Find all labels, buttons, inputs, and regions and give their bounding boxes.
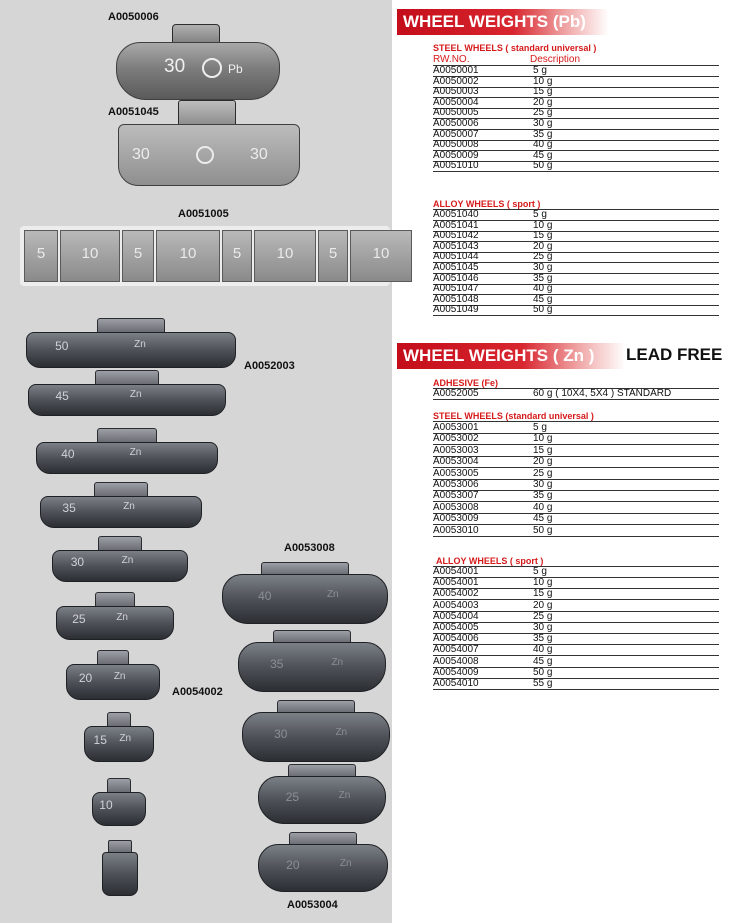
weight-description: 20 g xyxy=(533,599,553,611)
weight-description: 10 g xyxy=(533,433,553,445)
part-number: A0054009 xyxy=(433,666,479,678)
zn-adhesive-title: ADHESIVE (Fe) xyxy=(433,378,499,388)
part-number: A0053002 xyxy=(433,433,479,445)
weight-description: 50 g xyxy=(533,666,553,678)
table-row xyxy=(433,589,719,600)
part-number: A0053004 xyxy=(433,456,479,468)
zn-steel-weight xyxy=(238,630,384,692)
zn-clip-weight xyxy=(52,536,186,582)
zn-stamp: Zn xyxy=(331,657,344,669)
label-a0052003: A0052003 xyxy=(244,360,295,372)
label-a0053008: A0053008 xyxy=(284,542,335,554)
brand-logo-icon xyxy=(196,146,214,164)
weight-description: 10 g xyxy=(533,75,553,87)
part-number: A0054006 xyxy=(433,633,479,645)
weight-stamp: 45 xyxy=(55,389,69,404)
banner-wheel-weights-zn: WHEEL WEIGHTS ( Zn ) xyxy=(397,343,625,369)
table-row xyxy=(433,526,719,537)
weight-description: 35 g xyxy=(533,272,553,284)
table-row xyxy=(433,389,719,400)
table-row xyxy=(433,645,719,656)
weight-stamp: 25 xyxy=(285,790,300,805)
part-number: A0052005 xyxy=(433,388,479,399)
strip-segment: 5 xyxy=(122,230,154,282)
weight-description: 5 g xyxy=(533,65,547,76)
part-number: A0054008 xyxy=(433,655,479,667)
zn-steel-weight xyxy=(222,562,386,624)
part-number: A0053005 xyxy=(433,467,479,479)
weight-description: 40 g xyxy=(533,501,553,513)
part-number: A0051041 xyxy=(433,219,479,231)
table-row xyxy=(433,469,719,480)
zn-stamp: Zn xyxy=(119,733,132,744)
part-number: A0050009 xyxy=(433,149,479,161)
weight-description: 35 g xyxy=(533,633,553,645)
part-number: A0053003 xyxy=(433,444,479,456)
part-number: A0054010 xyxy=(433,678,479,689)
table-row xyxy=(433,457,719,468)
weight-description: 40 g xyxy=(533,139,553,151)
zn-steel-weight xyxy=(258,764,384,824)
weight-stamp: 35 xyxy=(270,657,284,672)
part-number: A0054001 xyxy=(433,577,479,589)
strip-segment: 10 xyxy=(156,230,220,282)
part-number: A0054005 xyxy=(433,622,479,633)
part-number: A0054007 xyxy=(433,644,479,656)
zn-stamp: Zn xyxy=(134,339,146,350)
stamp-30-left: 30 xyxy=(132,146,150,163)
part-number: A0054002 xyxy=(433,588,479,600)
weight-description: 15 g xyxy=(533,86,553,98)
part-number: A0051046 xyxy=(433,272,479,284)
weight-stamp: 25 xyxy=(72,612,86,627)
part-number: A0051047 xyxy=(433,283,479,295)
weight-description: 40 g xyxy=(533,283,553,295)
weight-description: 50 g xyxy=(533,160,553,172)
weight-description: 45 g xyxy=(533,149,553,161)
strip-segment: 10 xyxy=(60,230,120,282)
weight-description: 5 g xyxy=(533,566,547,577)
part-number: A0051049 xyxy=(433,304,479,316)
part-number: A0051043 xyxy=(433,240,479,252)
col-header-description: Description xyxy=(530,54,581,65)
weight-stamp: 20 xyxy=(286,858,300,873)
weight-stamp: 10 xyxy=(99,798,113,813)
weight-stamp: 15 xyxy=(93,733,107,747)
strip-segment: 5 xyxy=(318,230,348,282)
zn-stamp: Zn xyxy=(121,555,134,567)
weight-description: 20 g xyxy=(533,456,553,468)
weight-stamp: 30 xyxy=(274,727,288,742)
zn-stamp: Zn xyxy=(339,858,352,870)
weight-description: 5 g xyxy=(533,209,547,220)
zn-clip-weight xyxy=(84,712,152,762)
part-number: A0053008 xyxy=(433,501,479,513)
weight-description: 30 g xyxy=(533,622,553,633)
part-number: A0051042 xyxy=(433,230,479,242)
zn-clip-weight xyxy=(66,650,158,700)
table-row xyxy=(433,446,719,457)
pb-steel-title: STEEL WHEELS ( standard universal ) xyxy=(433,43,597,53)
part-number: A0053010 xyxy=(433,524,479,536)
weight-description: 60 g ( 10X4, 5X4 ) STANDARD xyxy=(533,388,672,399)
weight-stamp: 40 xyxy=(258,589,272,604)
zn-stamp: Zn xyxy=(113,671,126,682)
banner-wheel-weights-pb: WHEEL WEIGHTS (Pb) xyxy=(397,9,609,35)
part-number: A0053007 xyxy=(433,490,479,502)
zn-stamp: Zn xyxy=(129,389,142,401)
weight-description: 50 g xyxy=(533,524,553,536)
table-row xyxy=(433,305,719,316)
zn-clip-weight xyxy=(40,482,200,528)
weight-description: 40 g xyxy=(533,644,553,656)
weight-description: 35 g xyxy=(533,490,553,502)
weight-description: 20 g xyxy=(533,96,553,108)
weight-description: 25 g xyxy=(533,610,553,622)
zn-steel-title: STEEL WHEELS (standard universal ) xyxy=(433,411,594,421)
label-a0054002: A0054002 xyxy=(172,686,223,698)
table-row xyxy=(433,423,719,434)
zn-steel-weight xyxy=(242,700,388,762)
weight-description: 25 g xyxy=(533,467,553,479)
weight-stamp: 40 xyxy=(61,447,75,462)
weight-description: 10 g xyxy=(533,219,553,231)
zn-clip-weight xyxy=(36,428,216,474)
part-number: A0053001 xyxy=(433,422,479,433)
col-header-code: RW.NO. xyxy=(433,54,470,65)
part-number: A0050006 xyxy=(433,118,479,129)
part-number: A0054004 xyxy=(433,610,479,622)
weight-description: 45 g xyxy=(533,293,553,305)
table-row xyxy=(433,503,719,514)
part-number: A0051040 xyxy=(433,209,479,220)
stamp-pb: Pb xyxy=(228,62,243,76)
zn-clip-weight-smallest xyxy=(102,840,136,896)
stamp-30-right: 30 xyxy=(250,146,268,163)
weight-stamp: 30 xyxy=(70,555,85,570)
part-number: A0050008 xyxy=(433,139,479,151)
weight-description: 50 g xyxy=(533,304,553,316)
part-number: A0050002 xyxy=(433,75,479,87)
part-number: A0050003 xyxy=(433,86,479,98)
zn-alloy-title: ALLOY WHEELS ( sport ) xyxy=(436,556,544,566)
weight-description: 25 g xyxy=(533,251,553,263)
zn-stamp: Zn xyxy=(326,589,339,601)
label-a0050006: A0050006 xyxy=(108,11,159,23)
weight-description: 15 g xyxy=(533,230,553,242)
part-number: A0051045 xyxy=(433,262,479,273)
lead-free-label: LEAD FREE xyxy=(626,345,723,364)
adhesive-weight-strip xyxy=(20,226,390,286)
table-row xyxy=(433,480,719,491)
zn-stamp: Zn xyxy=(338,790,351,802)
weight-description: 55 g xyxy=(533,678,553,689)
part-number: A0050001 xyxy=(433,65,479,76)
zn-stamp: Zn xyxy=(116,612,128,624)
table-row xyxy=(433,161,719,172)
weight-description: 5 g xyxy=(533,422,547,433)
table-row xyxy=(433,657,719,668)
strip-segment: 5 xyxy=(222,230,252,282)
part-number: A0053009 xyxy=(433,513,479,525)
strip-segment: 10 xyxy=(254,230,316,282)
zn-clip-weight xyxy=(56,592,172,640)
strip-segment: 5 xyxy=(24,230,58,282)
zn-clip-weight xyxy=(28,370,224,416)
weight-description: 30 g xyxy=(533,479,553,490)
table-row xyxy=(433,679,719,690)
label-a0051005: A0051005 xyxy=(178,208,229,220)
label-a0053004: A0053004 xyxy=(287,899,338,911)
part-number: A0050005 xyxy=(433,107,479,119)
weight-description: 25 g xyxy=(533,107,553,119)
part-number: A0050007 xyxy=(433,128,479,140)
zn-stamp: Zn xyxy=(335,727,348,739)
weight-description: 15 g xyxy=(533,444,553,456)
weight-description: 30 g xyxy=(533,118,553,129)
zn-clip-weight xyxy=(26,318,234,368)
weight-description: 45 g xyxy=(533,513,553,525)
weight-description: 10 g xyxy=(533,577,553,589)
part-number: A0051010 xyxy=(433,160,479,172)
weight-description: 35 g xyxy=(533,128,553,140)
strip-segment: 10 xyxy=(350,230,412,282)
zn-steel-weight xyxy=(258,832,386,892)
part-number: A0054001 xyxy=(433,566,479,577)
weight-stamp: 50 xyxy=(55,339,69,353)
pb-clip-weight-30 xyxy=(116,24,278,102)
zn-stamp: Zn xyxy=(123,501,135,513)
part-number: A0051048 xyxy=(433,293,479,305)
weight-description: 45 g xyxy=(533,655,553,667)
zn-clip-weight xyxy=(92,778,144,826)
label-a0051045: A0051045 xyxy=(108,106,159,118)
part-number: A0053006 xyxy=(433,479,479,490)
weight-stamp: 35 xyxy=(62,501,76,516)
table-row xyxy=(433,434,719,445)
brand-logo-icon xyxy=(202,58,222,78)
part-number: A0054003 xyxy=(433,599,479,611)
zn-stamp: Zn xyxy=(129,447,142,459)
weight-description: 20 g xyxy=(533,240,553,252)
table-row xyxy=(433,491,719,502)
pb-alloy-title: ALLOY WHEELS ( sport ) xyxy=(433,199,541,209)
table-row xyxy=(433,601,719,612)
weight-stamp: 20 xyxy=(78,671,93,685)
weight-description: 15 g xyxy=(533,588,553,600)
pb-alloy-clip-weight xyxy=(118,100,298,190)
part-number: A0050004 xyxy=(433,96,479,108)
stamp-30: 30 xyxy=(164,56,186,77)
weight-description: 30 g xyxy=(533,262,553,273)
table-row xyxy=(433,514,719,525)
part-number: A0051044 xyxy=(433,251,479,263)
